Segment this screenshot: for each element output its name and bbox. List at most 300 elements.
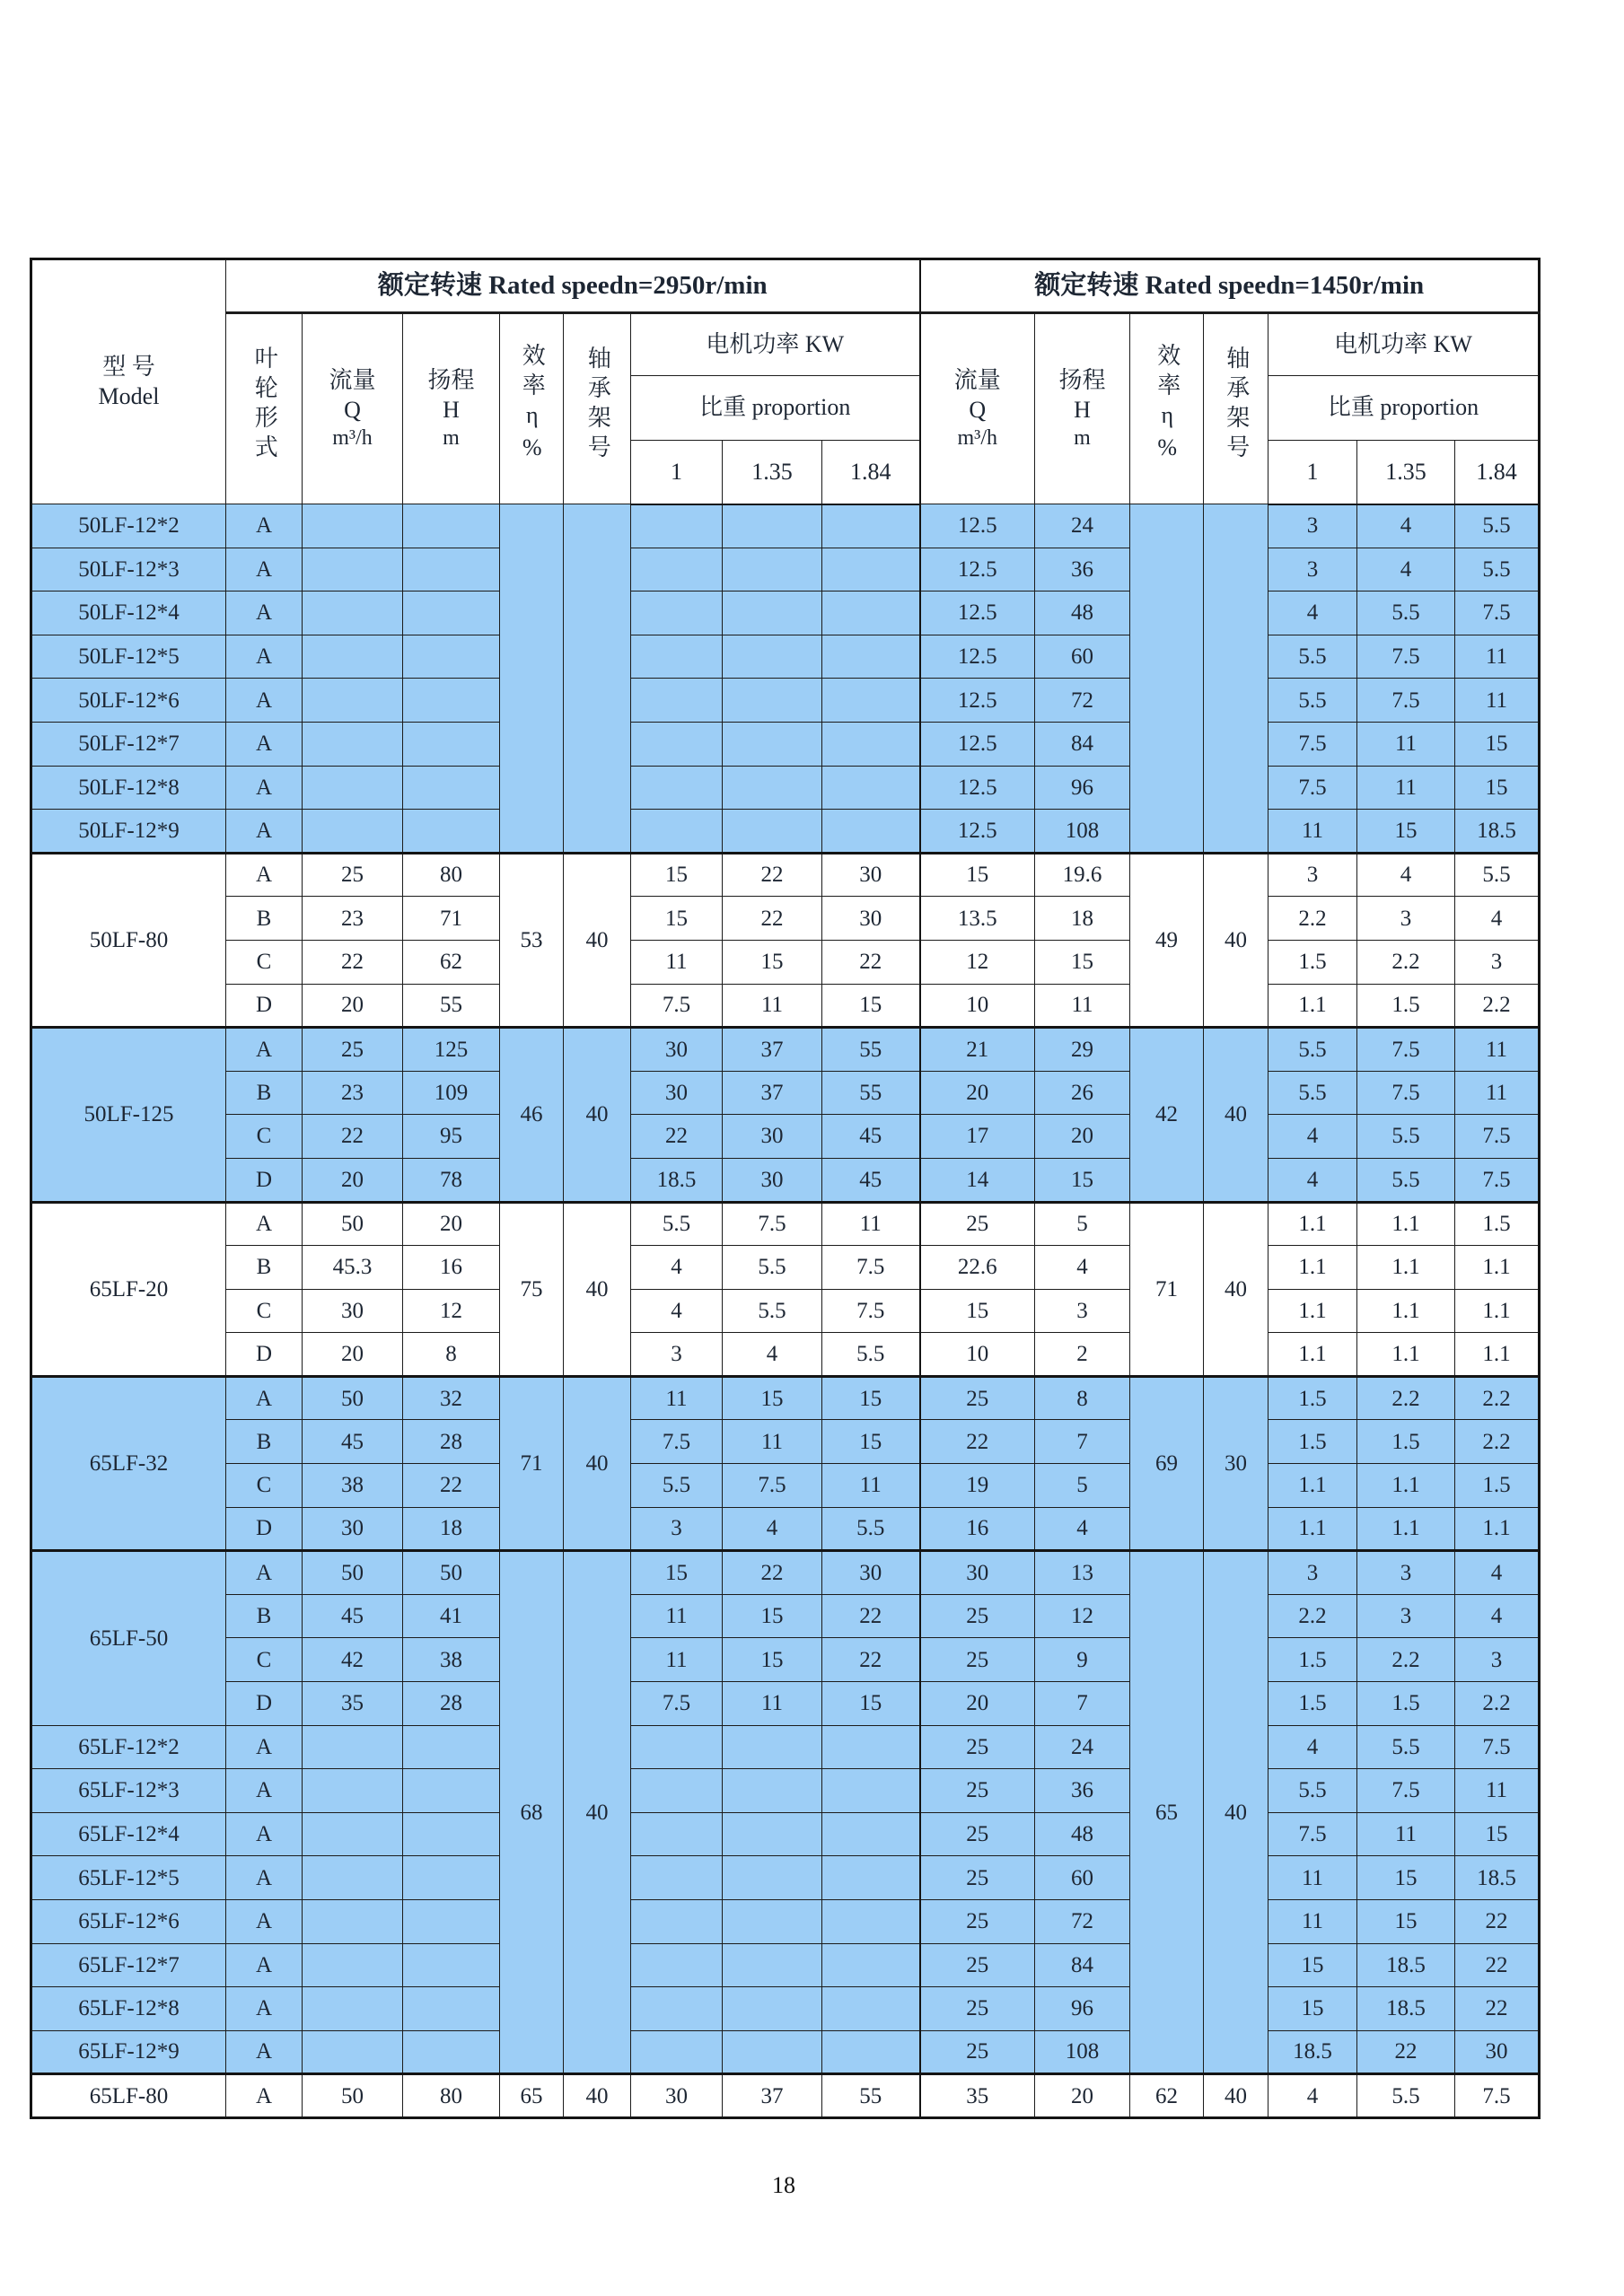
power-135-2950-cell (723, 1856, 822, 1900)
head-2950-cell (403, 1943, 500, 1987)
flow-2950-cell: 30 (303, 1289, 403, 1333)
head-2950-cell: 80 (403, 2074, 500, 2118)
power-135-2950-cell: 5.5 (723, 1246, 822, 1290)
power-184-2950-cell: 22 (822, 940, 920, 984)
bearing-1450-cell: 40 (1204, 1028, 1268, 1202)
flow-1450-cell: 25 (920, 1900, 1035, 1944)
flow-1450-cell: 25 (920, 1769, 1035, 1813)
power-184-2950-cell (822, 810, 920, 854)
head-2950-cell: 125 (403, 1028, 500, 1072)
bearing-2950-cell: 40 (564, 853, 631, 1027)
efficiency-1450-cell: 69 (1130, 1376, 1204, 1550)
model-cell: 65LF-12*2 (31, 1725, 226, 1769)
model-cell: 50LF-12*2 (31, 504, 226, 548)
table-row (31, 635, 1540, 679)
head-1450-cell: 2 (1035, 1333, 1130, 1377)
table-row (31, 1420, 1540, 1464)
power-184-2950-cell: 30 (822, 897, 920, 941)
power-135-2950-cell: 7.5 (723, 1202, 822, 1246)
power-1-1450-cell: 1.5 (1268, 1420, 1357, 1464)
power-135-2950-cell: 15 (723, 1376, 822, 1420)
flow-2950-cell (303, 679, 403, 723)
model-label-zh: 型 号 (102, 354, 155, 380)
power-184-1450-cell: 22 (1455, 1987, 1540, 2031)
model-cell: 65LF-32 (31, 1376, 226, 1550)
power-1-2950-cell (631, 592, 723, 635)
impeller-cell: C (226, 1289, 303, 1333)
impeller-cell: A (226, 1028, 303, 1072)
flow-1450-cell: 25 (920, 1725, 1035, 1769)
ratio-1-1450-header: 1 (1268, 441, 1357, 504)
flow-1450-cell: 25 (920, 1812, 1035, 1856)
power-135-2950-cell: 22 (723, 853, 822, 897)
flow-1450-cell: 25 (920, 1202, 1035, 1246)
power-184-2950-cell: 15 (822, 1682, 920, 1726)
power-184-1450-cell: 11 (1455, 1071, 1540, 1115)
power-135-1450-cell: 18.5 (1357, 1943, 1455, 1987)
power-184-1450-cell: 7.5 (1455, 1158, 1540, 1202)
power-184-2950-cell: 7.5 (822, 1289, 920, 1333)
efficiency-2950-cell: 68 (500, 1551, 564, 2074)
power-1-1450-cell: 2.2 (1268, 1594, 1357, 1638)
power-1-2950-cell (631, 679, 723, 723)
flow-1450-cell: 12 (920, 940, 1035, 984)
efficiency-2950-cell (500, 504, 564, 854)
table-row (31, 1856, 1540, 1900)
head-1450-cell: 7 (1035, 1420, 1130, 1464)
power-1-2950-cell: 11 (631, 1638, 723, 1682)
power-1-1450-cell: 3 (1268, 504, 1357, 548)
power-135-2950-cell: 37 (723, 1071, 822, 1115)
head-1450-cell: 84 (1035, 1943, 1130, 1987)
power-135-1450-cell: 5.5 (1357, 592, 1455, 635)
impeller-cell: A (226, 1812, 303, 1856)
power-184-2950-cell (822, 766, 920, 810)
flow-2950-cell (303, 1812, 403, 1856)
flow-1450-cell: 12.5 (920, 679, 1035, 723)
flow-2950-cell: 25 (303, 1028, 403, 1072)
power-135-2950-cell (723, 1769, 822, 1813)
table-row (31, 1682, 1540, 1726)
power-1-2950-cell: 18.5 (631, 1158, 723, 1202)
head-2950-cell: 41 (403, 1594, 500, 1638)
table-row (31, 504, 1540, 548)
efficiency-1450-header: 效率η% (1130, 313, 1204, 504)
power-135-2950-cell (723, 810, 822, 854)
head-2950-cell (403, 1987, 500, 2031)
table-row (31, 1943, 1540, 1987)
head-2950-cell (403, 548, 500, 592)
power-1-2950-cell: 4 (631, 1246, 723, 1290)
flow-1450-cell: 19 (920, 1464, 1035, 1508)
flow-1450-cell: 20 (920, 1071, 1035, 1115)
power-184-1450-cell: 2.2 (1455, 1376, 1540, 1420)
bearing-1450-cell (1204, 504, 1268, 854)
flow-2950-cell (303, 504, 403, 548)
impeller-cell: A (226, 1943, 303, 1987)
power-1-1450-cell: 4 (1268, 1115, 1357, 1159)
table-row (31, 1638, 1540, 1682)
table-row (31, 2030, 1540, 2074)
power-184-1450-cell: 3 (1455, 940, 1540, 984)
flow-2950-cell (303, 1769, 403, 1813)
power-135-2950-cell: 11 (723, 1682, 822, 1726)
efficiency-1450-cell: 71 (1130, 1202, 1204, 1376)
efficiency-2950-cell: 71 (500, 1376, 564, 1550)
flow-1450-cell: 25 (920, 1987, 1035, 2031)
power-1-2950-cell (631, 1900, 723, 1944)
table-row (31, 1246, 1540, 1290)
flow-2950-cell: 22 (303, 1115, 403, 1159)
ratio-184-2950-header: 1.84 (822, 441, 920, 504)
power-184-2950-cell: 55 (822, 1028, 920, 1072)
flow-2950-cell: 23 (303, 897, 403, 941)
power-135-1450-cell: 1.5 (1357, 1682, 1455, 1726)
power-1-2950-cell: 7.5 (631, 984, 723, 1028)
efficiency-2950-cell: 75 (500, 1202, 564, 1376)
head-2950-cell: 28 (403, 1682, 500, 1726)
table-row (31, 548, 1540, 592)
ratio-135-2950-header: 1.35 (723, 441, 822, 504)
power-135-1450-cell: 7.5 (1357, 1769, 1455, 1813)
flow-2950-cell (303, 635, 403, 679)
model-cell: 65LF-12*5 (31, 1856, 226, 1900)
power-184-2950-cell: 55 (822, 1071, 920, 1115)
power-135-2950-cell: 15 (723, 1594, 822, 1638)
flow-1450-cell: 25 (920, 1943, 1035, 1987)
power-184-2950-cell (822, 548, 920, 592)
power-1-2950-cell (631, 504, 723, 548)
model-cell: 65LF-12*3 (31, 1769, 226, 1813)
power-1-1450-cell: 7.5 (1268, 1812, 1357, 1856)
flow-2950-cell (303, 722, 403, 766)
flow-1450-cell: 22.6 (920, 1246, 1035, 1290)
impeller-cell: B (226, 1420, 303, 1464)
power-135-2950-cell (723, 548, 822, 592)
bearing-1450-cell: 40 (1204, 1202, 1268, 1376)
impeller-cell: B (226, 1246, 303, 1290)
table-row (31, 897, 1540, 941)
head-2950-cell: 95 (403, 1115, 500, 1159)
power-135-1450-cell: 5.5 (1357, 2074, 1455, 2118)
head-2950-cell: 8 (403, 1333, 500, 1377)
flow-1450-cell: 12.5 (920, 635, 1035, 679)
power-184-1450-cell: 15 (1455, 1812, 1540, 1856)
flow-1450-cell: 12.5 (920, 504, 1035, 548)
power-1-1450-cell: 5.5 (1268, 635, 1357, 679)
head-1450-cell: 5 (1035, 1202, 1130, 1246)
power-135-2950-cell: 15 (723, 1638, 822, 1682)
power-135-1450-cell: 5.5 (1357, 1725, 1455, 1769)
head-2950-cell: 18 (403, 1507, 500, 1551)
table-row (31, 1028, 1540, 1072)
power-1-2950-cell: 3 (631, 1333, 723, 1377)
head-1450-cell: 15 (1035, 940, 1130, 984)
power-184-1450-cell: 7.5 (1455, 1725, 1540, 1769)
power-135-1450-cell: 15 (1357, 1856, 1455, 1900)
flow-2950-cell: 30 (303, 1507, 403, 1551)
power-135-1450-cell: 3 (1357, 1551, 1455, 1595)
bearing-1450-cell: 40 (1204, 1551, 1268, 2074)
power-184-1450-cell: 15 (1455, 722, 1540, 766)
flow-2950-cell (303, 1943, 403, 1987)
head-2950-cell: 16 (403, 1246, 500, 1290)
head-2950-cell: 50 (403, 1551, 500, 1595)
impeller-cell: A (226, 1856, 303, 1900)
power-184-2950-cell (822, 1812, 920, 1856)
power-135-2950-cell (723, 1900, 822, 1944)
table-row (31, 810, 1540, 854)
table-row (31, 1333, 1540, 1377)
power-135-1450-cell: 1.5 (1357, 1420, 1455, 1464)
power-184-1450-cell: 22 (1455, 1900, 1540, 1944)
table-body (31, 504, 1540, 2118)
flow-1450-cell: 14 (920, 1158, 1035, 1202)
power-135-1450-cell: 1.1 (1357, 1333, 1455, 1377)
model-column-header (31, 259, 226, 504)
flow-2950-cell: 45 (303, 1420, 403, 1464)
model-cell: 50LF-12*6 (31, 679, 226, 723)
table-row (31, 2074, 1540, 2118)
flow-2950-cell (303, 2030, 403, 2074)
impeller-cell: A (226, 1987, 303, 2031)
head-2950-cell: 32 (403, 1376, 500, 1420)
power-1-2950-cell (631, 722, 723, 766)
bearing-2950-cell: 40 (564, 1376, 631, 1550)
power-1-1450-cell: 3 (1268, 548, 1357, 592)
power-184-2950-cell: 45 (822, 1115, 920, 1159)
flow-2950-cell: 23 (303, 1071, 403, 1115)
flow-1450-cell: 25 (920, 1594, 1035, 1638)
power-1-2950-cell: 30 (631, 1071, 723, 1115)
flow-1450-cell: 12.5 (920, 592, 1035, 635)
head-1450-cell: 48 (1035, 592, 1130, 635)
flow-2950-cell: 50 (303, 2074, 403, 2118)
bearing-2950-cell: 40 (564, 1202, 631, 1376)
motor-power-1450-header: 电机功率 KW (1268, 313, 1540, 376)
flow-1450-cell: 25 (920, 1376, 1035, 1420)
power-1-2950-cell (631, 1987, 723, 2031)
flow-1450-cell: 10 (920, 1333, 1035, 1377)
power-1-1450-cell: 18.5 (1268, 2030, 1357, 2074)
impeller-cell: A (226, 504, 303, 548)
power-135-1450-cell: 4 (1357, 853, 1455, 897)
model-cell: 50LF-12*5 (31, 635, 226, 679)
model-cell: 65LF-50 (31, 1551, 226, 1725)
impeller-cell: D (226, 984, 303, 1028)
head-2950-cell: 71 (403, 897, 500, 941)
head-1450-cell: 4 (1035, 1246, 1130, 1290)
flow-1450-cell: 15 (920, 1289, 1035, 1333)
power-1-1450-cell: 7.5 (1268, 766, 1357, 810)
head-1450-cell: 8 (1035, 1376, 1130, 1420)
head-2950-cell (403, 722, 500, 766)
power-135-2950-cell: 30 (723, 1115, 822, 1159)
power-1-2950-cell (631, 1943, 723, 1987)
head-1450-cell: 29 (1035, 1028, 1130, 1072)
flow-2950-cell (303, 766, 403, 810)
flow-2950-cell (303, 810, 403, 854)
power-184-1450-cell: 1.5 (1455, 1202, 1540, 1246)
power-135-2950-cell: 5.5 (723, 1289, 822, 1333)
power-1-1450-cell: 15 (1268, 1987, 1357, 2031)
table-row (31, 592, 1540, 635)
impeller-cell: C (226, 1464, 303, 1508)
ratio-135-1450-header: 1.35 (1357, 441, 1455, 504)
head-2950-cell: 80 (403, 853, 500, 897)
power-1-2950-cell: 7.5 (631, 1420, 723, 1464)
table-row (31, 1071, 1540, 1115)
impeller-cell: D (226, 1507, 303, 1551)
head-1450-cell: 19.6 (1035, 853, 1130, 897)
efficiency-2950-cell: 65 (500, 2074, 564, 2118)
power-1-1450-cell: 1.5 (1268, 940, 1357, 984)
power-184-2950-cell (822, 1856, 920, 1900)
flow-2950-cell: 38 (303, 1464, 403, 1508)
table-row (31, 1812, 1540, 1856)
flow-2950-cell (303, 1987, 403, 2031)
flow-1450-cell: 12.5 (920, 722, 1035, 766)
power-135-1450-cell: 2.2 (1357, 940, 1455, 984)
head-1450-cell: 20 (1035, 2074, 1130, 2118)
table-row (31, 1464, 1540, 1508)
flow-2950-cell: 22 (303, 940, 403, 984)
head-1450-cell: 9 (1035, 1638, 1130, 1682)
head-1450-cell: 60 (1035, 635, 1130, 679)
head-1450-cell: 15 (1035, 1158, 1130, 1202)
power-135-2950-cell (723, 635, 822, 679)
power-1-2950-cell (631, 1769, 723, 1813)
power-135-1450-cell: 1.1 (1357, 1246, 1455, 1290)
bearing-2950-cell (564, 504, 631, 854)
head-2950-cell: 78 (403, 1158, 500, 1202)
head-1450-cell: 3 (1035, 1289, 1130, 1333)
power-1-2950-cell (631, 810, 723, 854)
flow-2950-cell: 20 (303, 984, 403, 1028)
power-135-2950-cell: 22 (723, 897, 822, 941)
power-135-1450-cell: 3 (1357, 1594, 1455, 1638)
power-1-1450-cell: 11 (1268, 1856, 1357, 1900)
power-184-1450-cell: 4 (1455, 1551, 1540, 1595)
flow-2950-header: 流量 Q m³/h (303, 313, 403, 504)
power-184-1450-cell: 1.1 (1455, 1507, 1540, 1551)
power-135-2950-cell: 11 (723, 1420, 822, 1464)
head-2950-cell: 20 (403, 1202, 500, 1246)
impeller-form-header: 叶轮形式 (226, 313, 303, 504)
power-1-2950-cell: 3 (631, 1507, 723, 1551)
table-row (31, 1769, 1540, 1813)
power-135-1450-cell: 7.5 (1357, 679, 1455, 723)
flow-1450-cell: 12.5 (920, 548, 1035, 592)
head-1450-cell: 5 (1035, 1464, 1130, 1508)
power-135-1450-cell: 5.5 (1357, 1158, 1455, 1202)
power-1-2950-cell (631, 1812, 723, 1856)
bearing-1450-cell: 40 (1204, 853, 1268, 1027)
power-184-2950-cell (822, 635, 920, 679)
efficiency-2950-header: 效率η% (500, 313, 564, 504)
efficiency-2950-cell: 53 (500, 853, 564, 1027)
model-cell: 65LF-12*9 (31, 2030, 226, 2074)
model-cell: 65LF-80 (31, 2074, 226, 2118)
head-2950-cell (403, 592, 500, 635)
impeller-cell: B (226, 1071, 303, 1115)
power-135-1450-cell: 4 (1357, 548, 1455, 592)
power-1-2950-cell (631, 2030, 723, 2074)
power-1-2950-cell: 4 (631, 1289, 723, 1333)
head-1450-cell: 36 (1035, 1769, 1130, 1813)
impeller-cell: A (226, 722, 303, 766)
power-135-2950-cell (723, 1725, 822, 1769)
flow-2950-cell: 35 (303, 1682, 403, 1726)
flow-1450-cell: 16 (920, 1507, 1035, 1551)
power-184-2950-cell (822, 1900, 920, 1944)
power-1-2950-cell: 15 (631, 897, 723, 941)
power-184-1450-cell: 2.2 (1455, 1420, 1540, 1464)
power-1-1450-cell: 4 (1268, 1725, 1357, 1769)
power-135-1450-cell: 7.5 (1357, 1028, 1455, 1072)
power-184-2950-cell: 5.5 (822, 1333, 920, 1377)
model-cell: 50LF-12*7 (31, 722, 226, 766)
power-184-1450-cell: 11 (1455, 635, 1540, 679)
power-184-2950-cell: 11 (822, 1202, 920, 1246)
flow-2950-cell: 50 (303, 1551, 403, 1595)
flow-1450-header: 流量 Q m³/h (920, 313, 1035, 504)
model-cell: 65LF-12*6 (31, 1900, 226, 1944)
model-cell: 50LF-80 (31, 853, 226, 1027)
pump-spec-table (30, 258, 1541, 2119)
power-184-1450-cell: 15 (1455, 766, 1540, 810)
power-184-2950-cell: 11 (822, 1464, 920, 1508)
impeller-cell: A (226, 1551, 303, 1595)
ratio-1-2950-header: 1 (631, 441, 723, 504)
impeller-cell: C (226, 1638, 303, 1682)
power-184-2950-cell: 55 (822, 2074, 920, 2118)
power-184-2950-cell (822, 679, 920, 723)
power-135-2950-cell (723, 592, 822, 635)
power-135-1450-cell: 1.5 (1357, 984, 1455, 1028)
impeller-cell: A (226, 1900, 303, 1944)
power-135-2950-cell (723, 1987, 822, 2031)
table-row (31, 940, 1540, 984)
impeller-cell: D (226, 1682, 303, 1726)
table-row (31, 722, 1540, 766)
head-1450-cell: 18 (1035, 897, 1130, 941)
power-184-2950-cell: 22 (822, 1638, 920, 1682)
power-184-2950-cell (822, 1725, 920, 1769)
power-135-1450-cell: 1.1 (1357, 1202, 1455, 1246)
efficiency-1450-cell: 49 (1130, 853, 1204, 1027)
head-1450-cell: 24 (1035, 504, 1130, 548)
power-135-1450-cell: 18.5 (1357, 1987, 1455, 2031)
power-184-1450-cell: 1.5 (1455, 1464, 1540, 1508)
power-1-2950-cell: 11 (631, 1594, 723, 1638)
impeller-cell: A (226, 2030, 303, 2074)
power-184-1450-cell: 1.1 (1455, 1246, 1540, 1290)
power-184-2950-cell: 22 (822, 1594, 920, 1638)
power-135-2950-cell: 37 (723, 1028, 822, 1072)
impeller-cell: D (226, 1158, 303, 1202)
impeller-cell: A (226, 1769, 303, 1813)
proportion-2950-header: 比重 proportion (631, 376, 920, 441)
efficiency-1450-cell: 62 (1130, 2074, 1204, 2118)
power-1-2950-cell: 5.5 (631, 1202, 723, 1246)
power-184-1450-cell: 4 (1455, 897, 1540, 941)
bearing-1450-cell: 30 (1204, 1376, 1268, 1550)
power-1-2950-cell: 5.5 (631, 1464, 723, 1508)
table-row (31, 1202, 1540, 1246)
impeller-cell: A (226, 1725, 303, 1769)
power-1-1450-cell: 4 (1268, 592, 1357, 635)
